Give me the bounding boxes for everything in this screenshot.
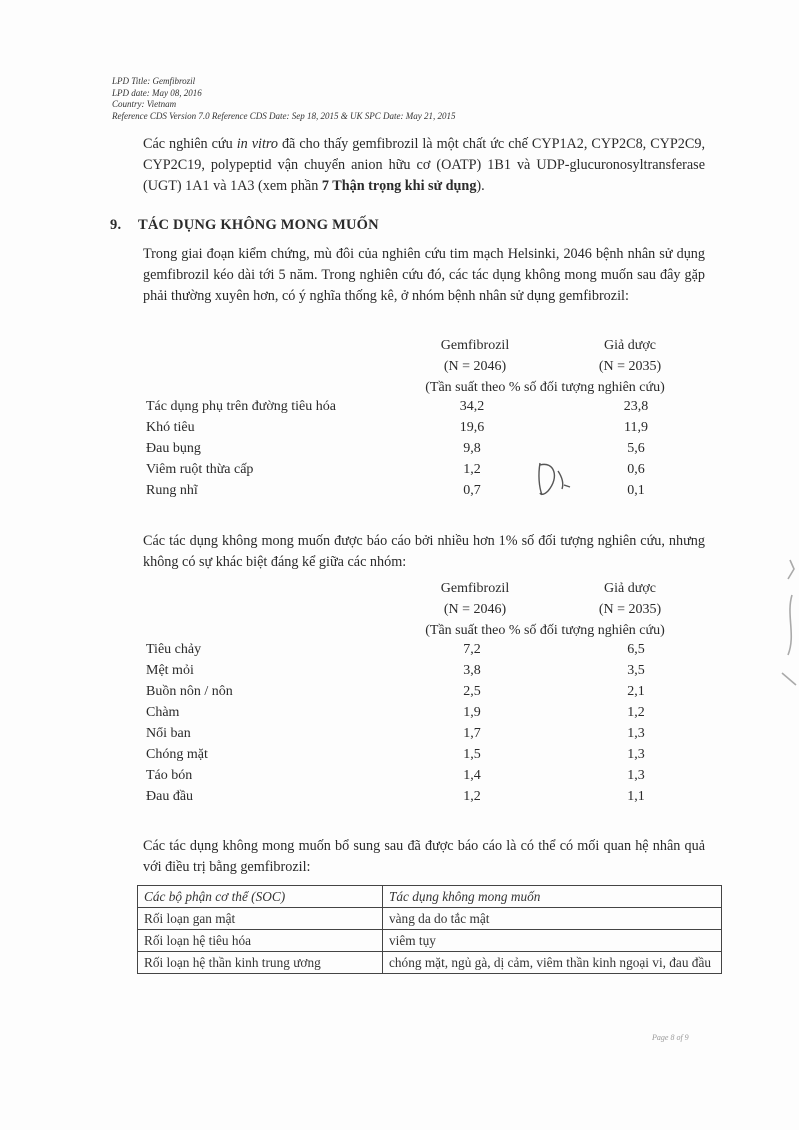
paragraph-2: Các tác dụng không mong muốn được báo cáo bởi nhiều hơn 1% số đối tượng nghiên cứu, nhưng không có sự khác biệt đáng kể giữa các nhóm: — [143, 533, 705, 570]
table-row — [146, 786, 706, 807]
effect-cell: chóng mặt, ngủ gà, dị cảm, viêm thần kinh ngoại vi, đau đầu — [383, 952, 722, 974]
soc-table-row — [138, 930, 722, 952]
paragraph-1: Trong giai đoạn kiểm chứng, mù đôi của nghiên cứu tim mạch Helsinki, 2046 bệnh nhân sử dụng gemfibrozil kéo dài tới 5 năm. Trong nghiên cứu đó, các tác dụng không mong muốn sau đây gặp phải thường xuyên hơn, có ý nghĩa thống kê, ở nhóm bệnh nhân sử dụng gemfibrozil: — [143, 246, 705, 304]
placebo-value: 11,9 — [624, 420, 648, 435]
row-label: Đau bụng — [146, 441, 201, 456]
col-header-gemfibrozil — [415, 578, 535, 620]
soc-header: Các bộ phận cơ thể (SOC) — [138, 886, 383, 908]
col-n: (N = 2046) — [443, 602, 507, 617]
row-label: Nổi ban — [146, 726, 191, 741]
col-n: (N = 2035) — [598, 602, 662, 617]
placebo-value: 0,6 — [627, 462, 645, 477]
placebo-value: 1,2 — [627, 705, 645, 720]
gemfibrozil-value: 1,2 — [463, 789, 481, 804]
row-label: Viêm ruột thừa cấp — [146, 462, 254, 477]
table-row — [146, 765, 706, 786]
table-row — [146, 681, 706, 702]
gemfibrozil-value: 34,2 — [459, 399, 485, 414]
soc-table-row — [138, 908, 722, 930]
intro-text-2: đã cho thấy gemfibrozil là một chất ức chế CYP1A2, CYP2C8, CYP2C9, CYP2C19, polypeptid vận chuyển anion hữu cơ (OATP) 1B1 và UDP-glucuronosyltransferase (UGT) 1A1 và 1A3 (xem phần — [143, 136, 705, 194]
table-row — [146, 660, 706, 681]
col-n: (N = 2046) — [443, 359, 507, 374]
gemfibrozil-value: 19,6 — [459, 420, 485, 435]
col-header-placebo — [575, 335, 685, 377]
gemfibrozil-value: 7,2 — [463, 642, 481, 657]
intro-text-1: Các nghiên cứu — [143, 136, 237, 152]
placebo-value: 23,8 — [623, 399, 649, 414]
gemfibrozil-value: 0,7 — [463, 483, 481, 498]
header-title: LPD Title: Gemfibrozil — [112, 76, 196, 86]
soc-cell: Rối loạn gan mật — [138, 908, 383, 930]
row-label: Mệt mỏi — [146, 663, 194, 678]
section-heading — [110, 217, 379, 234]
placebo-value: 0,1 — [627, 483, 645, 498]
frequency-note: (Tần suất theo % số đối tượng nghiên cứu) — [425, 623, 665, 638]
frequency-note: (Tần suất theo % số đối tượng nghiên cứu) — [425, 380, 665, 395]
row-label: Tiêu chảy — [146, 642, 202, 657]
table-row — [146, 480, 706, 501]
col-header-placebo — [575, 578, 685, 620]
table-row — [146, 438, 706, 459]
gemfibrozil-value: 2,5 — [463, 684, 481, 699]
scan-edge-artifact — [768, 555, 798, 700]
page-number: Page 8 of 9 — [652, 1033, 689, 1042]
gemfibrozil-value: 1,2 — [463, 462, 481, 477]
row-label: Buồn nôn / nôn — [146, 684, 233, 699]
placebo-value: 1,3 — [627, 726, 645, 741]
soc-cell: Rối loạn hệ tiêu hóa — [138, 930, 383, 952]
table-row — [146, 417, 706, 438]
col-name: Giả dược — [604, 338, 656, 353]
header-country: Country: Vietnam — [112, 99, 177, 109]
intro-text-3: ). — [476, 178, 485, 194]
placebo-value: 2,1 — [627, 684, 645, 699]
table-row — [146, 459, 706, 480]
placebo-value: 3,5 — [627, 663, 645, 678]
section-number: 9. — [110, 217, 122, 233]
effect-cell: viêm tụy — [383, 930, 722, 952]
header-date: LPD date: May 08, 2016 — [112, 87, 202, 98]
col-n: (N = 2035) — [598, 359, 662, 374]
handwritten-initials-mark — [530, 455, 580, 510]
row-label: Chàm — [146, 705, 180, 720]
gemfibrozil-value: 1,7 — [463, 726, 481, 741]
col-name: Giả dược — [604, 581, 656, 596]
col-name: Gemfibrozil — [440, 338, 510, 353]
row-label: Khó tiêu — [146, 420, 195, 435]
placebo-value: 5,6 — [627, 441, 645, 456]
section-title: TÁC DỤNG KHÔNG MONG MUỐN — [138, 217, 379, 233]
col-name: Gemfibrozil — [440, 581, 510, 596]
paragraph-3: Các tác dụng không mong muốn bổ sung sau đã được báo cáo là có thể có mối quan hệ nhân quả với điều trị bằng gemfibrozil: — [143, 838, 705, 875]
gemfibrozil-value: 1,5 — [463, 747, 481, 762]
header-reference: Reference CDS Version 7.0 Reference CDS Date: Sep 18, 2015 & UK SPC Date: May 21, 2015 — [112, 110, 456, 121]
row-label: Táo bón — [146, 768, 193, 783]
row-label: Tác dụng phụ trên đường tiêu hóa — [146, 399, 336, 414]
table-row — [146, 702, 706, 723]
soc-table-header-row — [138, 886, 722, 908]
intro-paragraph — [143, 134, 705, 197]
table-row — [146, 396, 706, 417]
table-row — [146, 744, 706, 765]
soc-cell: Rối loạn hệ thần kinh trung ương — [138, 952, 383, 974]
placebo-value: 1,3 — [627, 747, 645, 762]
table-row — [146, 723, 706, 744]
soc-table — [137, 885, 722, 974]
placebo-value: 6,5 — [627, 642, 645, 657]
soc-table-row — [138, 952, 722, 974]
row-label: Đau đầu — [146, 789, 194, 804]
effect-header: Tác dụng không mong muốn — [383, 886, 722, 908]
effect-cell: vàng da do tắc mật — [383, 908, 722, 930]
row-label: Rung nhĩ — [146, 483, 198, 498]
gemfibrozil-value: 9,8 — [463, 441, 481, 456]
placebo-value: 1,3 — [627, 768, 645, 783]
gemfibrozil-value: 1,9 — [463, 705, 481, 720]
gemfibrozil-value: 3,8 — [463, 663, 481, 678]
table-row — [146, 639, 706, 660]
row-label: Chóng mặt — [146, 747, 208, 762]
intro-italic: in vitro — [236, 136, 278, 152]
intro-bold-reference: 7 Thận trọng khi sử dụng — [321, 178, 477, 194]
placebo-value: 1,1 — [627, 789, 645, 804]
document-header — [112, 76, 456, 122]
gemfibrozil-value: 1,4 — [463, 768, 481, 783]
col-header-gemfibrozil — [415, 335, 535, 377]
